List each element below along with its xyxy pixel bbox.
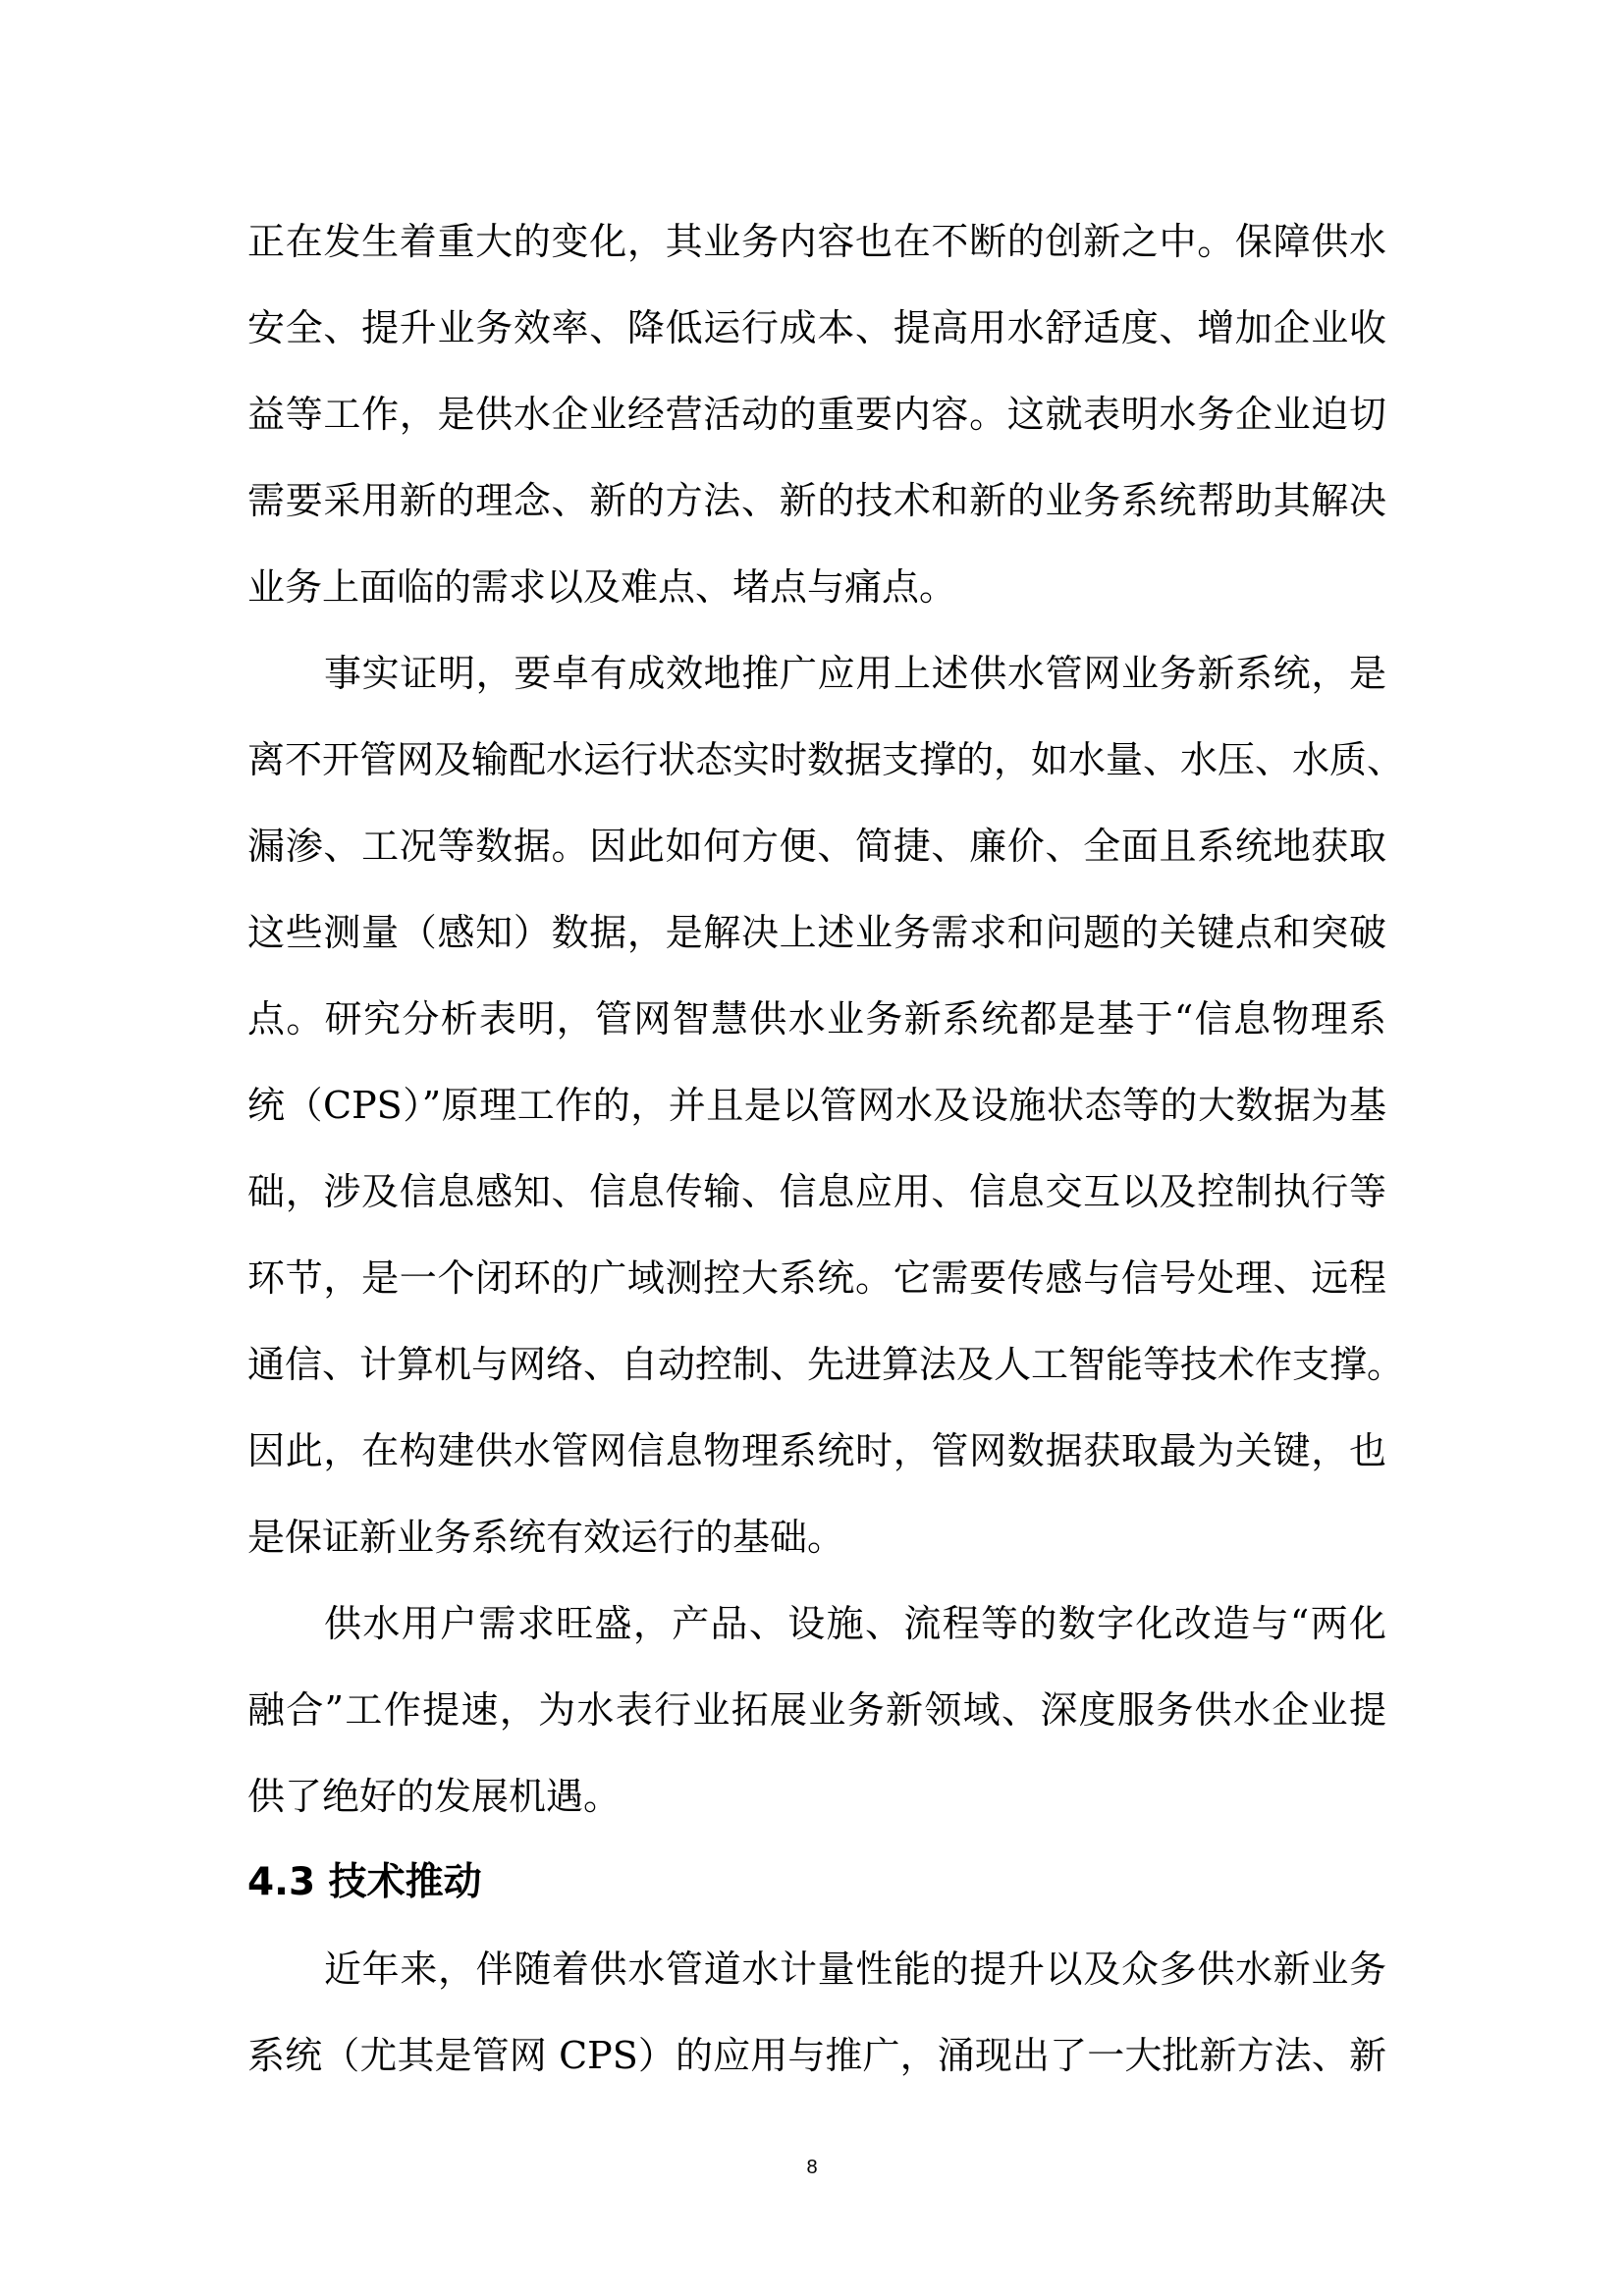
section-heading: 4.3 技术推动 [247,1860,482,1904]
paragraph-line: 这些测量（感知）数据，是解决上述业务需求和问题的关键点和突破 [247,911,1386,954]
paragraph-line: 融合”工作提速，为水表行业拓展业务新领域、深度服务供水企业提 [247,1688,1386,1732]
page-number: 8 [806,2157,818,2178]
paragraph-line: 需要采用新的理念、新的方法、新的技术和新的业务系统帮助其解决 [247,479,1386,522]
paragraph-line: 漏渗、工况等数据。因此如何方便、简捷、廉价、全面且系统地获取 [247,825,1386,868]
paragraph-line: 供了绝好的发展机遇。 [247,1775,622,1818]
paragraph-line: 系统（尤其是管网 CPS）的应用与推广，涌现出了一大批新方法、新 [247,2034,1386,2077]
paragraph-line: 点。研究分析表明，管网智慧供水业务新系统都是基于“信息物理系 [247,997,1386,1041]
paragraph-line: 供水用户需求旺盛，产品、设施、流程等的数字化改造与“两化 [324,1602,1386,1645]
paragraph-line: 益等工作，是供水企业经营活动的重要内容。这就表明水务企业迫切 [247,393,1386,436]
paragraph-line: 环节，是一个闭环的广域测控大系统。它需要传感与信号处理、远程 [247,1256,1386,1300]
paragraph-line: 础，涉及信息感知、信息传输、信息应用、信息交互以及控制执行等 [247,1170,1386,1213]
paragraph-line: 业务上面临的需求以及难点、堵点与痛点。 [247,565,957,609]
paragraph-line: 通信、计算机与网络、自动控制、先进算法及人工智能等技术作支撑。 [247,1343,1405,1386]
paragraph-line: 因此，在构建供水管网信息物理系统时，管网数据获取最为关键，也 [247,1429,1386,1472]
paragraph-line: 近年来，伴随着供水管道水计量性能的提升以及众多供水新业务 [324,1948,1386,1991]
paragraph-line: 是保证新业务系统有效运行的基础。 [247,1516,845,1559]
paragraph-line: 离不开管网及输配水运行状态实时数据支撑的，如水量、水压、水质、 [247,738,1405,781]
paragraph-line: 事实证明，要卓有成效地推广应用上述供水管网业务新系统，是 [324,652,1386,695]
paragraph-line: 安全、提升业务效率、降低运行成本、提高用水舒适度、增加企业收 [247,306,1386,349]
paragraph-line: 正在发生着重大的变化，其业务内容也在不断的创新之中。保障供水 [247,220,1386,263]
paragraph-line: 统（CPS）”原理工作的，并且是以管网水及设施状态等的大数据为基 [247,1084,1386,1127]
